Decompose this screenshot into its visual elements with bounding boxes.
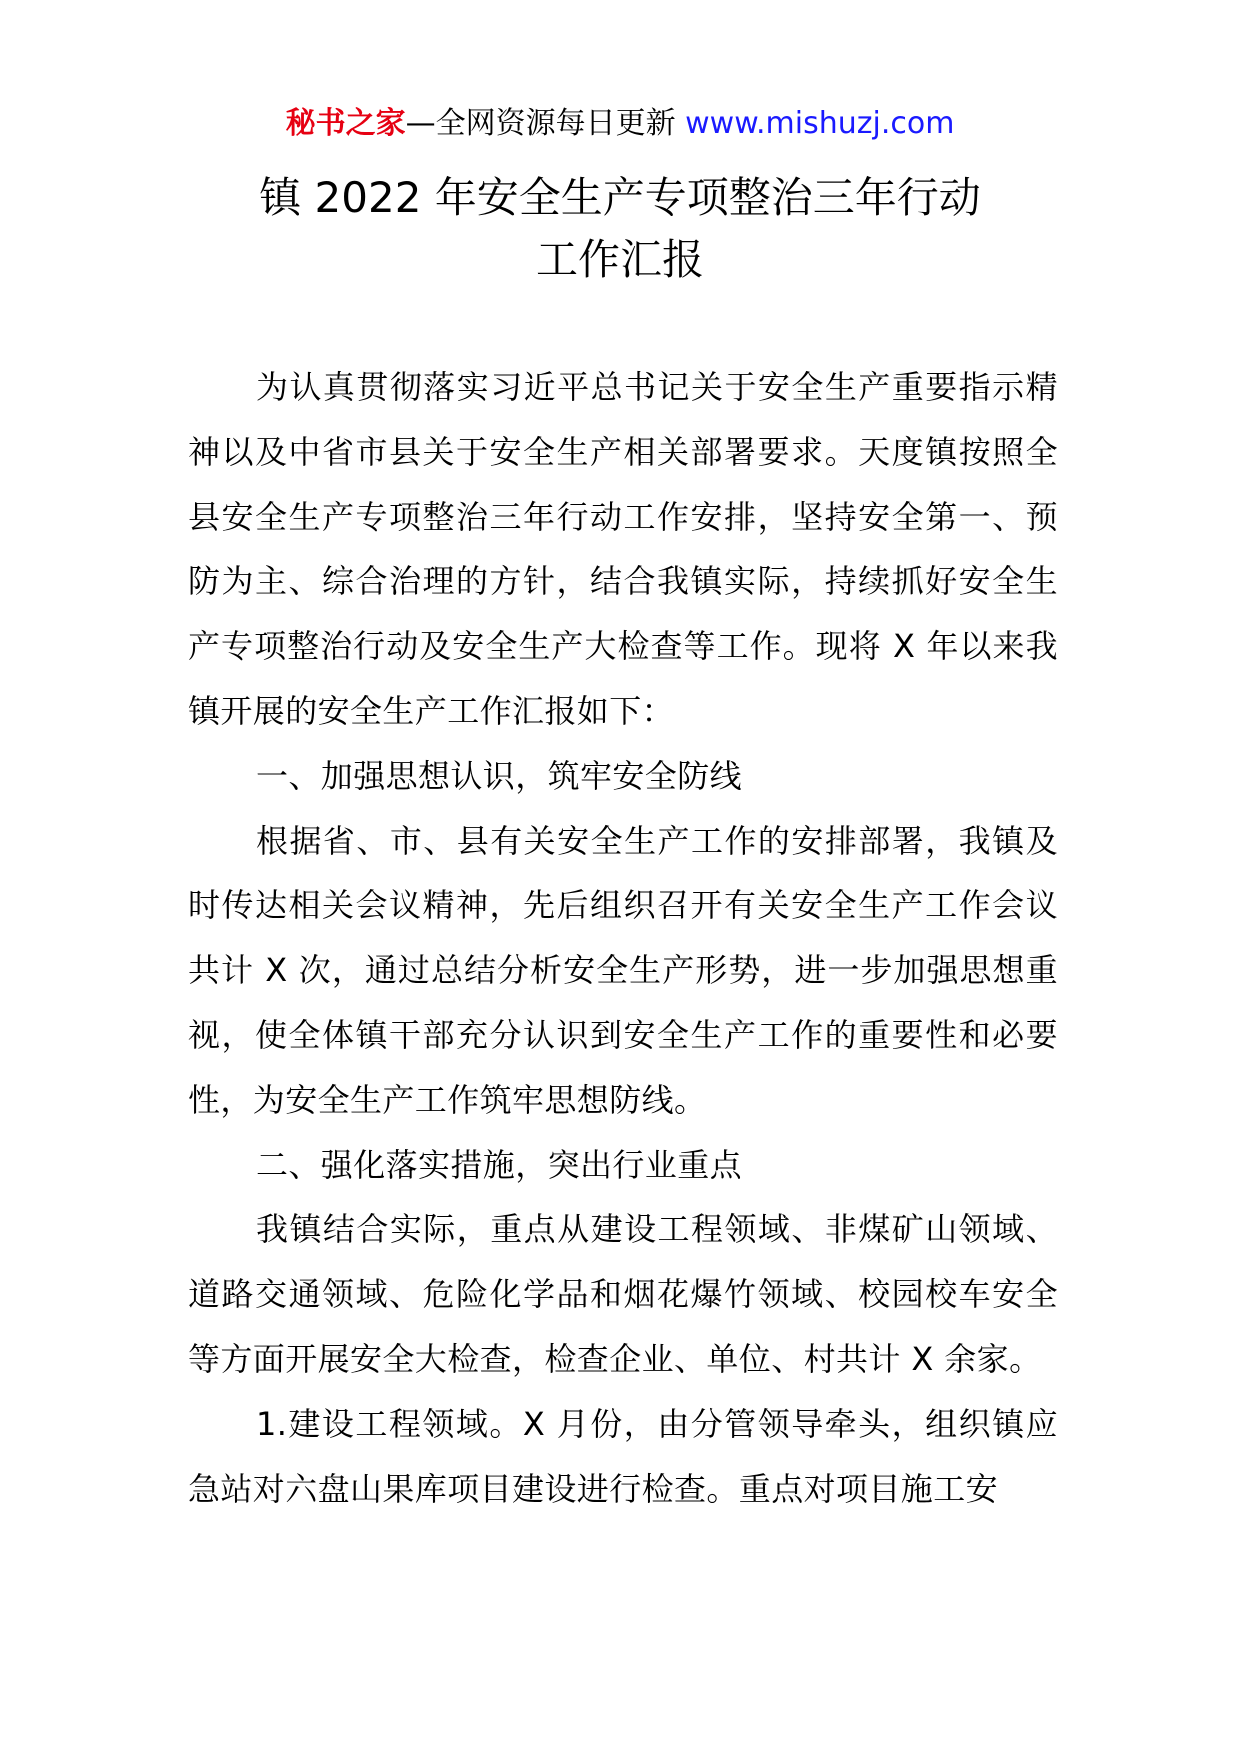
section-heading-1: 一、加强思想认识，筑牢安全防线 bbox=[256, 756, 743, 795]
document-body bbox=[188, 355, 1058, 1521]
site-url-link[interactable]: www.mishuzj.com bbox=[685, 106, 955, 141]
subsection-1-paragraph: 1.建设工程领域。X 月份，由分管领导牵头，组织镇应急站对六盘山果库项目建设进行检查。重点对项目施工安 bbox=[188, 1404, 1058, 1508]
site-tagline: —全网资源每日更新 bbox=[405, 106, 676, 141]
section-1-paragraph: 根据省、市、县有关安全生产工作的安排部署，我镇及时传达相关会议精神，先后组织召开有关安全生产工作会议共计 X 次，通过总结分析安全生产形势，进一步加强思想重视，使全体镇干部充分认识到安全生产工作的重要性和必要性，为安全生产工作筑牢思想防线。 bbox=[188, 821, 1058, 1119]
document-title-line-2: 工作汇报 bbox=[535, 235, 704, 284]
site-header bbox=[0, 100, 1240, 148]
intro-paragraph: 为认真贯彻落实习近平总书记关于安全生产重要指示精神以及中省市县关于安全生产相关部署要求。天度镇按照全县安全生产专项整治三年行动工作安排，坚持安全第一、预防为主、综合治理的方针，结合我镇实际，持续抓好安全生产专项整治行动及安全生产大检查等工作。现将 X 年以来我镇开展的安全生产工作汇报如下： bbox=[188, 368, 1058, 730]
document-title-line-1: 镇 2022 年安全生产专项整治三年行动 bbox=[259, 173, 981, 222]
site-brand: 秘书之家 bbox=[285, 106, 406, 141]
section-heading-2: 二、强化落实措施，突出行业重点 bbox=[256, 1145, 743, 1184]
section-2-paragraph: 我镇结合实际，重点从建设工程领域、非煤矿山领域、道路交通领域、危险化学品和烟花爆竹领域、校园校车安全等方面开展安全大检查，检查企业、单位、村共计 X 余家。 bbox=[188, 1210, 1058, 1378]
